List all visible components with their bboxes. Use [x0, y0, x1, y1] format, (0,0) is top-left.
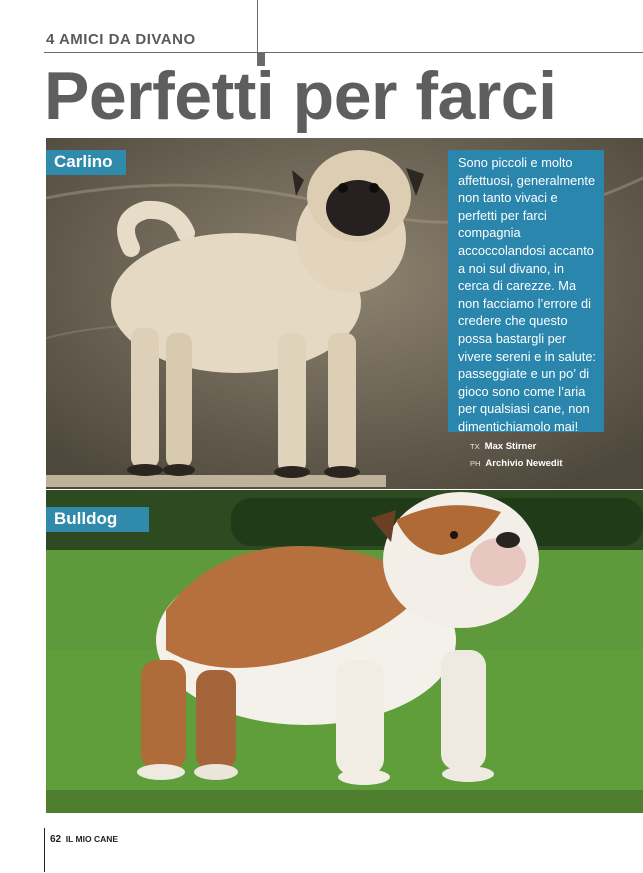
- header-horizontal-rule: [44, 52, 643, 53]
- photo-credit-source: Archivio Newedit: [485, 458, 563, 469]
- photo-credit-key: PH: [470, 459, 481, 468]
- folio: [50, 834, 118, 845]
- intro-text-box: [448, 150, 604, 432]
- credits: [470, 438, 563, 472]
- text-credit-author: Max Stirner: [484, 441, 537, 452]
- header-vertical-rule: [257, 0, 258, 55]
- page-number: 62: [50, 834, 62, 845]
- text-credit: [470, 438, 563, 455]
- breed-label-bulldog: Bulldog: [46, 507, 149, 532]
- breed-label-carlino: Carlino: [46, 150, 126, 175]
- intro-text: Sono piccoli e molto affettuosi, generalmente non tanto vivaci e perfetti per farci compagnia accoccolandosi accanto a noi sul divano, in cerca di carezze. Ma non facciamo l’errore di credere che questo possa bastargli per vivere sereni e in salute: passeggiate e un po’ di gioco sono come l’aria per qualsiasi cane, non dimentichiamolo mai!: [458, 155, 596, 434]
- photo-credit: [470, 455, 563, 472]
- folio-rule: [44, 828, 45, 872]
- bulldog-photo: [46, 490, 643, 813]
- bulldog-illustration: [46, 490, 643, 813]
- text-credit-key: TX: [470, 442, 480, 451]
- section-kicker: 4 AMICI DA DIVANO: [46, 31, 196, 48]
- page-title: Perfetti per farci: [44, 58, 557, 134]
- magazine-name: IL MIO CANE: [65, 834, 119, 844]
